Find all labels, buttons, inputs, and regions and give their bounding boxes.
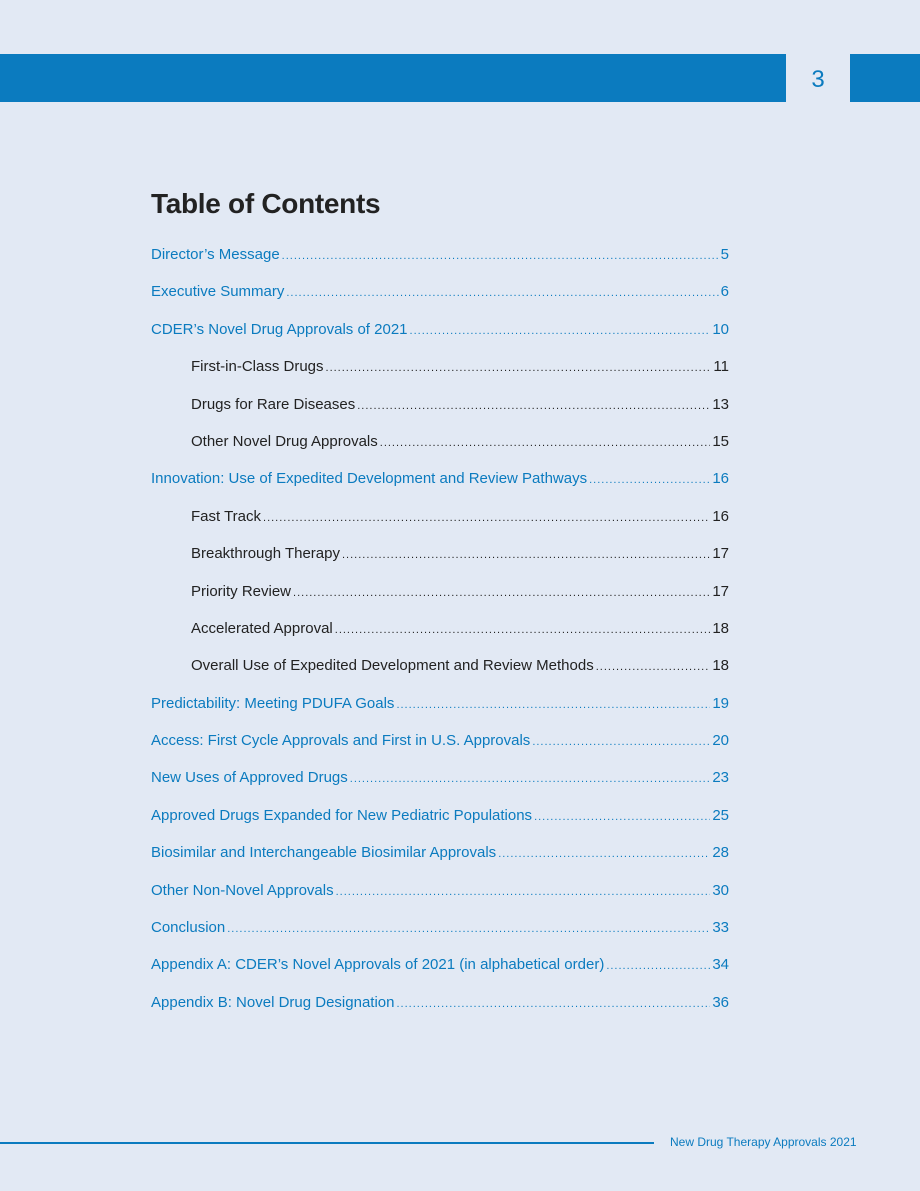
toc-entry-page: 11 bbox=[713, 358, 729, 376]
toc-entry-page: 30 bbox=[712, 881, 729, 899]
toc-entry-page: 5 bbox=[720, 246, 729, 263]
toc-entry[interactable] bbox=[151, 994, 729, 1031]
toc-entry-label: Priority Review bbox=[191, 582, 292, 600]
toc-entry-label: Drugs for Rare Diseases bbox=[191, 395, 356, 413]
toc-entry-page: 10 bbox=[712, 320, 729, 338]
toc-entry[interactable] bbox=[151, 956, 729, 993]
toc-entry-label: New Uses of Approved Drugs bbox=[151, 769, 348, 787]
toc-entry-label: Fast Track bbox=[191, 507, 262, 525]
toc-entry-page: 16 bbox=[712, 470, 729, 488]
toc-entry-label: Overall Use of Expedited Development and Review Methods bbox=[191, 657, 594, 675]
toc-entry-label: Executive Summary bbox=[151, 283, 285, 301]
toc-entry-label: Access: First Cycle Approvals and First in U.S. Approvals bbox=[151, 732, 531, 750]
toc-entry-page: 6 bbox=[720, 283, 729, 301]
toc-entry-page: 20 bbox=[712, 732, 729, 750]
toc-entry[interactable] bbox=[151, 470, 729, 507]
toc-dot-leader bbox=[263, 512, 710, 524]
toc-entry[interactable] bbox=[151, 246, 729, 283]
toc-entry-label: Accelerated Approval bbox=[191, 619, 333, 637]
toc-entry[interactable] bbox=[151, 695, 729, 732]
toc-entry[interactable] bbox=[151, 620, 729, 657]
header-tab bbox=[850, 54, 920, 102]
toc-entry-label: Other Novel Drug Approvals bbox=[191, 432, 378, 450]
toc-dot-leader bbox=[410, 325, 711, 337]
toc-dot-leader bbox=[282, 250, 719, 262]
toc-entry-page: 25 bbox=[712, 806, 729, 824]
toc-entry-label: Innovation: Use of Expedited Development and Review Pathways bbox=[151, 470, 588, 488]
page-number: 3 bbox=[811, 66, 825, 93]
toc-entry[interactable] bbox=[151, 844, 729, 881]
toc-dot-leader bbox=[396, 998, 710, 1010]
toc-dot-leader bbox=[596, 661, 711, 673]
toc-entry[interactable] bbox=[151, 433, 729, 470]
toc-entry-page: 18 bbox=[712, 619, 729, 637]
toc-entry-label: Director’s Message bbox=[151, 246, 280, 263]
toc-entry-page: 19 bbox=[712, 694, 729, 712]
toc-entry-label: Breakthrough Therapy bbox=[191, 545, 340, 563]
toc-entry[interactable] bbox=[151, 657, 729, 694]
toc-entry[interactable] bbox=[151, 583, 729, 620]
toc-entry-label: Other Non-Novel Approvals bbox=[151, 881, 334, 899]
toc-list bbox=[151, 246, 729, 1031]
toc-entry-page: 16 bbox=[712, 507, 729, 525]
header-bar bbox=[0, 54, 786, 102]
toc-entry[interactable] bbox=[151, 358, 729, 395]
toc-entry-page: 36 bbox=[712, 993, 729, 1011]
toc-dot-leader bbox=[326, 362, 712, 374]
toc-entry-label: Appendix A: CDER’s Novel Approvals of 2021 (in alphabetical order) bbox=[151, 956, 605, 974]
toc-entry-page: 28 bbox=[712, 844, 729, 862]
toc-entry[interactable] bbox=[151, 732, 729, 769]
footer-divider bbox=[0, 1142, 654, 1144]
toc-entry[interactable] bbox=[151, 545, 729, 582]
toc-entry[interactable] bbox=[151, 508, 729, 545]
toc-entry[interactable] bbox=[151, 807, 729, 844]
toc-entry[interactable] bbox=[151, 321, 729, 358]
toc-entry[interactable] bbox=[151, 396, 729, 433]
toc-entry-label: Conclusion bbox=[151, 919, 226, 937]
toc-dot-leader bbox=[380, 437, 711, 449]
toc-entry[interactable] bbox=[151, 769, 729, 806]
page-title: Table of Contents bbox=[151, 188, 381, 219]
toc-dot-leader bbox=[396, 699, 710, 711]
toc-entry[interactable] bbox=[151, 283, 729, 320]
toc-entry-label: Appendix B: Novel Drug Designation bbox=[151, 993, 395, 1011]
toc-dot-leader bbox=[350, 773, 711, 785]
toc-entry-label: Predictability: Meeting PDUFA Goals bbox=[151, 694, 395, 712]
toc-entry-page: 17 bbox=[712, 582, 729, 600]
toc-entry[interactable] bbox=[151, 882, 729, 919]
toc-dot-leader bbox=[606, 960, 710, 972]
toc-dot-leader bbox=[498, 848, 710, 860]
toc-entry-page: 15 bbox=[712, 432, 729, 450]
toc-entry-label: Biosimilar and Interchangeable Biosimilar Approvals bbox=[151, 844, 497, 862]
toc-entry-page: 18 bbox=[712, 657, 729, 675]
toc-entry-page: 13 bbox=[712, 395, 729, 413]
toc-dot-leader bbox=[534, 811, 710, 823]
toc-entry-label: First-in-Class Drugs bbox=[191, 358, 324, 376]
toc-dot-leader bbox=[342, 549, 710, 561]
toc-dot-leader bbox=[335, 624, 711, 636]
toc-entry-page: 34 bbox=[712, 956, 729, 974]
toc-dot-leader bbox=[227, 923, 710, 935]
toc-dot-leader bbox=[293, 587, 710, 599]
toc-entry-page: 17 bbox=[712, 545, 729, 563]
toc-entry-label: Approved Drugs Expanded for New Pediatric Populations bbox=[151, 806, 533, 824]
toc-entry-label: CDER’s Novel Drug Approvals of 2021 bbox=[151, 320, 408, 338]
toc-dot-leader bbox=[532, 736, 710, 748]
toc-dot-leader bbox=[336, 886, 711, 898]
toc-entry-page: 23 bbox=[712, 769, 729, 787]
toc-entry[interactable] bbox=[151, 919, 729, 956]
toc-dot-leader bbox=[589, 474, 710, 486]
toc-dot-leader bbox=[357, 400, 710, 412]
footer-text: New Drug Therapy Approvals 2021 bbox=[670, 1135, 857, 1149]
toc-dot-leader bbox=[286, 287, 718, 299]
toc-entry-page: 33 bbox=[712, 919, 729, 937]
